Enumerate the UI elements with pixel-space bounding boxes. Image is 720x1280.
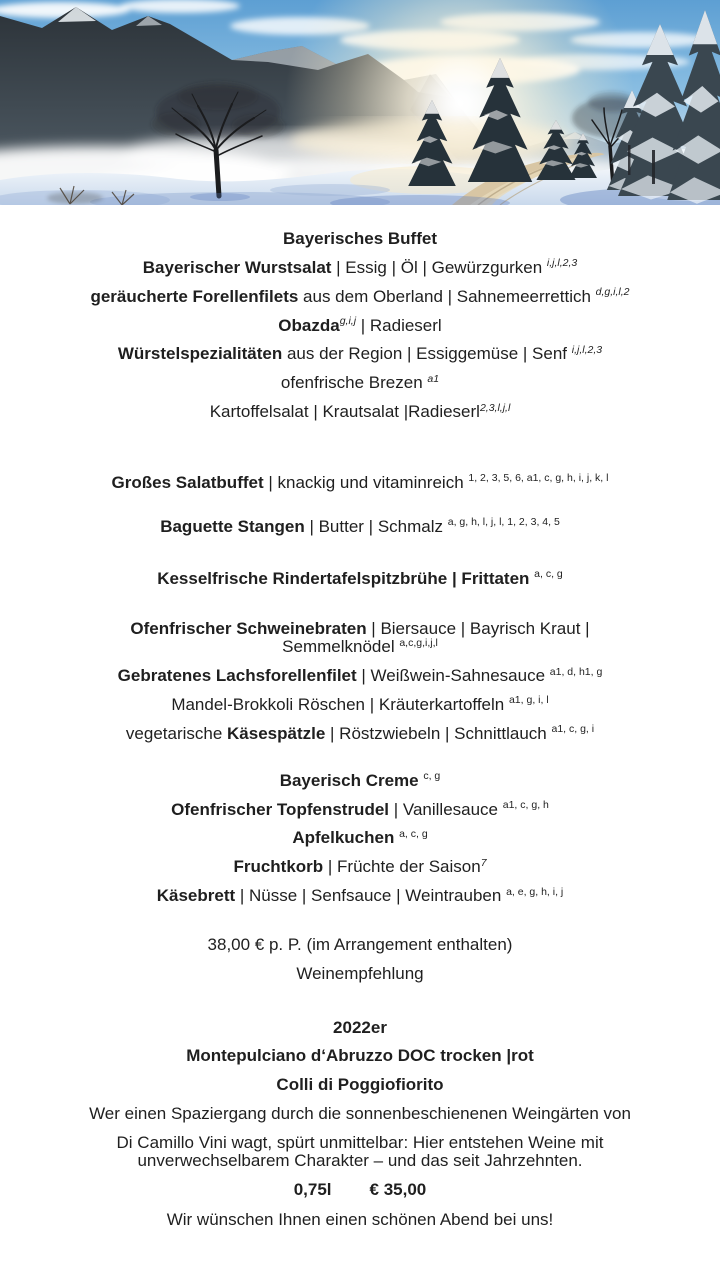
menu-text-segment: | Vanillesauce — [389, 799, 503, 819]
menu-line — [86, 1019, 634, 1037]
menu-text-segment: aus dem Oberland | Sahnemeerrettich — [298, 286, 596, 306]
menu-text-segment: € 35,00 — [369, 1179, 427, 1199]
menu-text-segment: Bayerisch Creme — [279, 770, 424, 790]
menu-line — [86, 345, 634, 363]
menu-text-segment: | Weißwein-Sahnesauce — [356, 666, 550, 686]
section-desserts — [86, 772, 634, 905]
menu-line — [86, 667, 634, 685]
section-preis — [86, 936, 634, 983]
menu-text-segment: | Essig | Öl | Gewürzgurken — [331, 257, 547, 277]
section-abschluss — [86, 1211, 634, 1229]
section-bayerisches-buffet — [86, 230, 634, 421]
menu-text-segment: | Radieserl — [356, 315, 442, 335]
menu-text-segment: vegetarische — [125, 723, 228, 743]
allergen-superscript: a, g, h, l, j, l, 1, 2, 3, 4, 5 — [447, 516, 560, 529]
allergen-superscript: a, e, g, h, i, j — [506, 885, 564, 898]
section-suppe — [86, 570, 634, 588]
menu-line — [86, 965, 634, 983]
allergen-superscript: a1, g, i, l — [508, 694, 549, 707]
menu-text-segment: Baguette Stangen — [160, 516, 305, 536]
menu-line — [86, 829, 634, 847]
menu-text-segment: | Nüsse | Senfsauce | Weintrauben — [235, 886, 507, 906]
menu-text-segment: Wer einen Spaziergang durch die sonnenbeschienenen Weingärten von — [89, 1104, 631, 1124]
allergen-superscript: g,i,j — [339, 315, 357, 328]
section-weinempfehlung — [86, 1019, 634, 1199]
allergen-superscript: a1, d, h1, g — [549, 665, 603, 678]
allergen-superscript: 2,3,l,j,l — [479, 401, 511, 414]
menu-line — [86, 1181, 634, 1199]
menu-line — [86, 259, 634, 277]
allergen-superscript: i,j,l,2,3 — [546, 257, 578, 270]
menu-text-segment: Mandel-Brokkoli Röschen | Kräuterkartoffeln — [171, 694, 509, 714]
allergen-superscript: c, g — [423, 770, 441, 783]
winter-landscape-photo — [0, 0, 720, 205]
menu-text-segment: Gebratenes Lachsforellenfilet — [117, 666, 357, 686]
menu-text-segment: | Röstzwiebeln | Schnittlauch — [325, 723, 552, 743]
menu-text-segment: Ofenfrischer Schweinebraten — [130, 619, 367, 639]
menu-line — [86, 1211, 634, 1229]
menu-text-segment: | Früchte der Saison — [323, 857, 481, 877]
allergen-superscript: a1, c, g, h — [502, 799, 549, 811]
menu-line — [86, 474, 634, 492]
menu-line — [86, 230, 634, 248]
menu-content — [86, 205, 634, 1229]
menu-text-segment: Obazda — [278, 315, 340, 335]
menu-text-segment: | Butter | Schmalz — [304, 516, 448, 536]
allergen-superscript: 1, 2, 3, 5, 6, a1, c, g, h, i, j, k, l — [468, 472, 609, 485]
allergen-superscript: a, c, g — [534, 568, 563, 581]
allergen-superscript: a,c,g,i,j,l — [399, 636, 438, 649]
menu-line — [86, 317, 634, 335]
menu-text-segment: Würstelspezialitäten — [117, 344, 283, 364]
menu-text-segment: | Biersauce | Bayrisch Kraut | Semmelknödel — [282, 619, 590, 657]
menu-text-segment: Ofenfrischer Topfenstrudel — [171, 799, 390, 819]
menu-line — [86, 772, 634, 790]
menu-text-segment: Kartoffelsalat | Krautsalat |Radieserl — [209, 402, 480, 422]
menu-line — [86, 696, 634, 714]
menu-line — [86, 725, 634, 743]
menu-line — [86, 858, 634, 876]
menu-text-segment: Käsebrett — [156, 886, 236, 906]
menu-line — [86, 570, 634, 588]
menu-line — [86, 936, 634, 954]
menu-line — [86, 288, 634, 306]
menu-text-segment: Kesselfrische Rindertafelspitzbrühe | Frittaten — [157, 568, 535, 588]
menu-text-segment: 38,00 € p. P. (im Arrangement enthalten) — [207, 934, 513, 954]
allergen-superscript: a1 — [427, 372, 440, 385]
section-salatbuffet — [86, 474, 634, 492]
menu-line — [86, 1047, 634, 1065]
menu-text-segment: | knackig und vitaminreich — [263, 472, 469, 492]
menu-text-segment: Wir wünschen Ihnen einen schönen Abend bei uns! — [166, 1210, 554, 1230]
allergen-superscript: a, c, g — [399, 827, 428, 840]
menu-text-segment: Bayerisches Buffet — [282, 229, 437, 248]
menu-text-segment: Fruchtkorb — [233, 857, 324, 877]
menu-text-segment: geräucherte Forellenfilets — [90, 286, 299, 306]
menu-text-segment: Montepulciano d‘Abruzzo DOC trocken |rot — [186, 1046, 534, 1066]
menu-line — [86, 801, 634, 819]
winter-landscape-illustration — [0, 0, 720, 205]
menu-line — [86, 403, 634, 421]
menu-line — [86, 1105, 634, 1123]
menu-line — [86, 518, 634, 536]
menu-text-segment: Apfelkuchen — [292, 828, 400, 848]
allergen-superscript: 7 — [480, 856, 487, 869]
menu-text-segment: 0,75l — [293, 1179, 332, 1199]
menu-text-segment: ofenfrische Brezen — [280, 373, 428, 393]
menu-text-segment: aus der Region | Essiggemüse | Senf — [282, 344, 572, 364]
menu-line — [86, 1076, 634, 1094]
allergen-superscript: i,j,l,2,3 — [571, 343, 603, 356]
menu-line — [86, 1134, 634, 1170]
menu-text-segment: Käsespätzle — [227, 723, 326, 743]
menu-line — [86, 620, 634, 656]
section-baguette — [86, 518, 634, 536]
menu-text-segment: 2022er — [333, 1017, 387, 1037]
menu-text-segment: Di Camillo Vini wagt, spürt unmittelbar: Hier entstehen Weine mit unverwechselbarem Charakter – und das seit Jahrzehnten. — [116, 1132, 604, 1170]
section-hauptgerichte — [86, 620, 634, 742]
menu-text-segment: Bayerischer Wurstsalat — [142, 257, 332, 277]
menu-line — [86, 374, 634, 392]
menu-text-segment: Colli di Poggiofiorito — [276, 1075, 444, 1095]
menu-text-segment: Weinempfehlung — [296, 963, 424, 983]
allergen-superscript: a1, c, g, i — [551, 723, 595, 736]
menu-text-segment: Großes Salatbuffet — [111, 472, 264, 492]
menu-line — [86, 887, 634, 905]
allergen-superscript: d,g,i,l,2 — [595, 286, 630, 299]
